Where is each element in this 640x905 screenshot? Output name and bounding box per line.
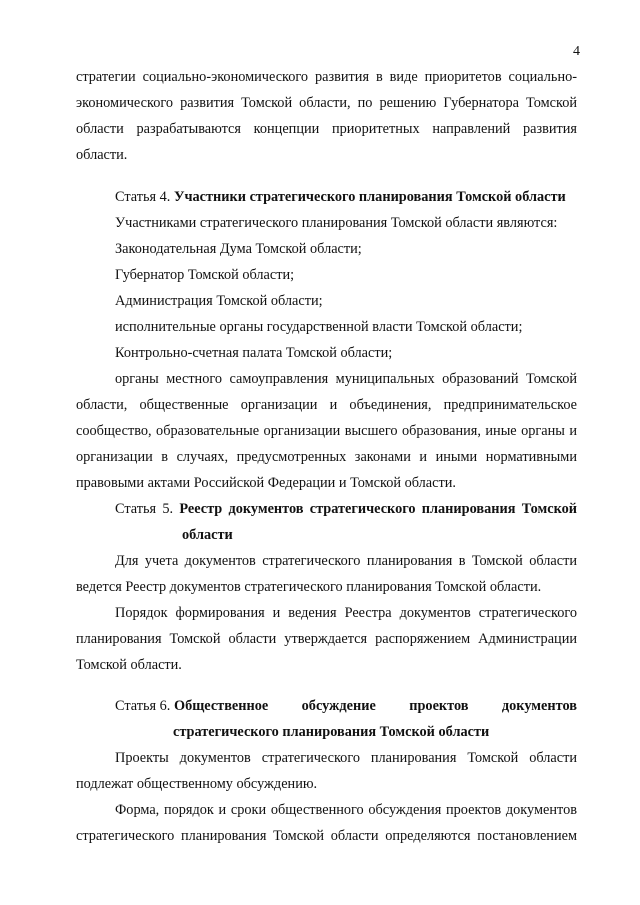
text-line: ведется Реестр документов стратегического планирования Томской области. [76, 579, 542, 595]
article-5-heading [76, 496, 577, 522]
text-line: Томской области. [76, 657, 182, 673]
article-4 [76, 184, 577, 496]
text-line: экономического развития Томской области, по решению Губернатора Томской [76, 95, 577, 111]
article-5-title-cont: области [182, 527, 233, 543]
intro-paragraph [76, 64, 577, 168]
article-6 [76, 693, 577, 849]
text-line: организации в случаях, предусмотренных законами и иными нормативными [76, 449, 577, 465]
text-line: Порядок формирования и ведения Реестра документов стратегического [115, 605, 577, 621]
article-6-title-word: документов [501, 698, 577, 714]
list-item: Губернатор Томской области; [115, 267, 295, 283]
text-line: планирования Томской области утверждается распоряжением Администрации [76, 631, 577, 647]
article-5-title: Реестр документов стратегического планирования Томской [179, 501, 577, 517]
article-5 [76, 496, 577, 678]
text-line: Форма, порядок и сроки общественного обсуждения проектов документов [115, 802, 577, 818]
article-4-title: Участники стратегического планирования Томской области [173, 189, 566, 205]
article-6-title-word: обсуждение [301, 698, 376, 714]
article-6-heading [76, 693, 577, 719]
list-item: Администрация Томской области; [115, 293, 323, 309]
text-line: области, общественные организации и объединения, предпринимательское [76, 397, 577, 413]
article-5-heading-cont [76, 522, 577, 548]
article-6-title-cont: стратегического планирования Томской области [173, 724, 490, 740]
text-line: области разрабатываются концепции приоритетных направлений развития [76, 121, 577, 137]
text-line: правовыми актами Российской Федерации и Томской области. [76, 475, 456, 491]
text-line: органы местного самоуправления муниципальных образований Томской [115, 371, 577, 387]
article-4-prefix: Статья 4. [115, 189, 171, 205]
page-number: 4 [573, 44, 580, 59]
text-line: стратегического планирования Томской области определяются постановлением [76, 828, 577, 844]
article-4-heading [76, 184, 577, 210]
text-line: Для учета документов стратегического планирования в Томской области [115, 553, 577, 569]
text-line: Проекты документов стратегического планирования Томской области [115, 750, 577, 766]
text-line: подлежат общественному обсуждению. [76, 776, 318, 792]
article-6-heading-cont [76, 719, 577, 745]
article-6-title-word: Общественное [173, 698, 269, 714]
article-5-prefix: Статья 5. [115, 501, 174, 517]
article-4-intro: Участниками стратегического планирования Томской области являются: [115, 215, 558, 231]
list-item: Законодательная Дума Томской области; [115, 241, 362, 257]
list-item: Контрольно-счетная палата Томской области; [115, 345, 393, 361]
text-line: сообщество, образовательные организации высшего образования, иные органы и [76, 423, 577, 439]
article-6-title-word: проектов [409, 698, 469, 714]
list-item: исполнительные органы государственной власти Томской области; [115, 319, 523, 335]
article-6-prefix: Статья 6. [115, 698, 171, 714]
article-6-heading-start [115, 693, 268, 719]
text-line: стратегии социально-экономического развития в виде приоритетов социально- [76, 69, 577, 85]
text-line: области. [76, 147, 128, 163]
